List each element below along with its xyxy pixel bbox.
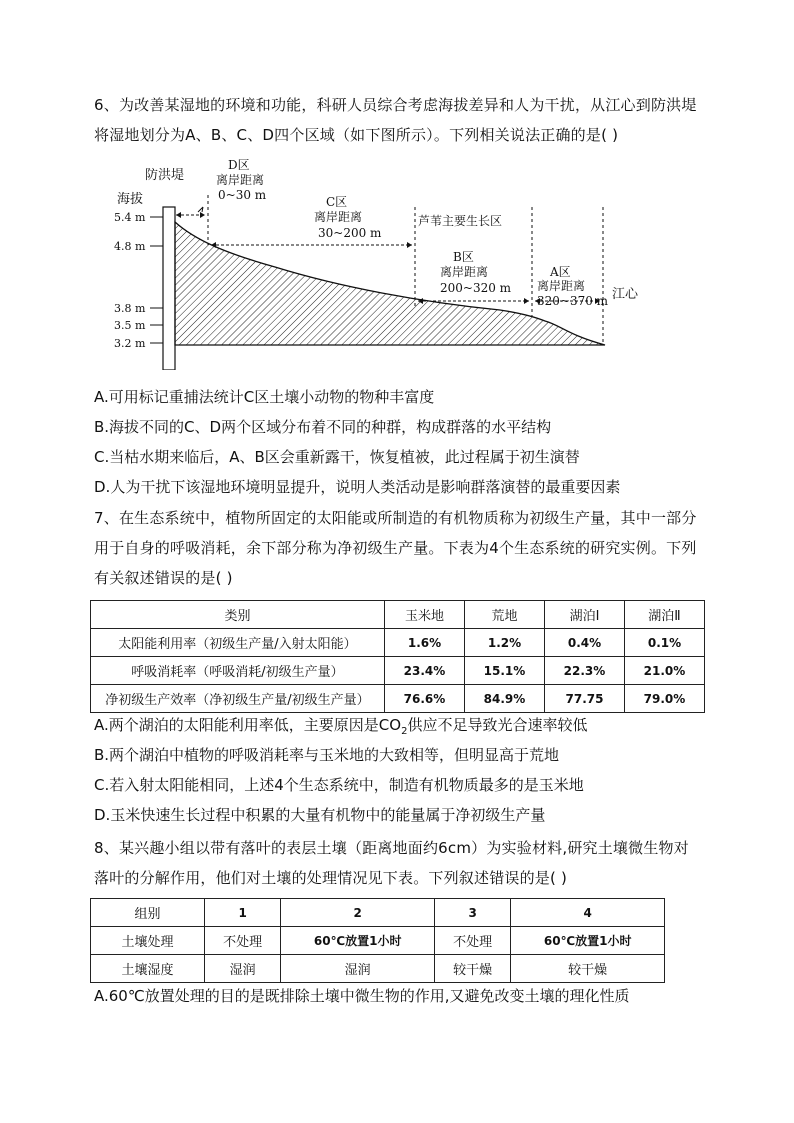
q6-option-d: D.人为干扰下该湿地环境明显提升，说明人类活动是影响群落演替的最重要因素 <box>94 478 621 496</box>
table-cell: 土壤湿度 <box>91 955 205 983</box>
zone-a-label <box>537 265 609 308</box>
table-cell: 不处理 <box>434 927 510 955</box>
svg-text:离岸距离: 离岸距离 <box>216 173 265 187</box>
table-cell: 22.3% <box>545 657 625 685</box>
table-header-row <box>91 601 705 629</box>
table-cell: 79.0% <box>625 685 705 713</box>
table-cell: 23.4% <box>385 657 465 685</box>
altitude-tick: 3.5 m <box>114 319 146 332</box>
altitude-tick: 4.8 m <box>114 240 146 253</box>
table-header-row <box>91 899 665 927</box>
table-cell: 1.2% <box>465 629 545 657</box>
table-cell: 土壤处理 <box>91 927 205 955</box>
altitude-tick: 3.2 m <box>114 337 146 350</box>
svg-text:C区: C区 <box>326 195 348 209</box>
table-cell: 60℃放置1小时 <box>281 927 435 955</box>
table-header-cell: 组别 <box>91 899 205 927</box>
table-header-cell: 3 <box>434 899 510 927</box>
zone-c-label <box>314 195 382 240</box>
q7-option-b: B.两个湖泊中植物的呼吸消耗率与玉米地的大致相等，但明显高于荒地 <box>94 746 560 764</box>
table-cell: 0.4% <box>545 629 625 657</box>
q6-option-c: C.当枯水期来临后，A、B区会重新露干，恢复植被，此过程属于初生演替 <box>94 448 580 466</box>
table-cell: 呼吸消耗率（呼吸消耗/初级生产量） <box>91 657 385 685</box>
table-cell: 湿润 <box>205 955 281 983</box>
table-cell: 15.1% <box>465 657 545 685</box>
table-cell: 净初级生产效率（净初级生产量/初级生产量） <box>91 685 385 713</box>
q7-table <box>90 600 705 713</box>
svg-text:离岸距离: 离岸距离 <box>537 279 586 293</box>
q8-option-a: A.60℃放置处理的目的是既排除土壤中微生物的作用,又避免改变土壤的理化性质 <box>94 987 630 1005</box>
table-cell: 21.0% <box>625 657 705 685</box>
svg-text:0~30 m: 0~30 m <box>218 188 267 202</box>
table-header-cell: 类别 <box>91 601 385 629</box>
table-cell: 太阳能利用率（初级生产量/入射太阳能） <box>91 629 385 657</box>
table-row <box>91 955 665 983</box>
q7-option-d: D.玉米快速生长过程中积累的大量有机物中的能量属于净初级生产量 <box>94 806 546 824</box>
table-cell: 60℃放置1小时 <box>511 927 665 955</box>
table-cell: 不处理 <box>205 927 281 955</box>
table-header-cell: 2 <box>281 899 435 927</box>
table-cell: 较干燥 <box>434 955 510 983</box>
svg-text:D区: D区 <box>228 158 250 172</box>
q7-option-c: C.若入射太阳能相同，上述4个生态系统中，制造有机物质最多的是玉米地 <box>94 776 584 794</box>
q6-wetland-figure <box>100 155 660 370</box>
table-cell: 湿润 <box>281 955 435 983</box>
svg-text:A区: A区 <box>550 265 571 279</box>
svg-text:30~200 m: 30~200 m <box>318 226 382 240</box>
altitude-label: 海拔 <box>117 192 144 207</box>
svg-text:离岸距离: 离岸距离 <box>314 210 363 224</box>
table-header-cell: 荒地 <box>465 601 545 629</box>
svg-text:200~320 m: 200~320 m <box>440 281 512 295</box>
q6-stem: 6、为改善某湿地的环境和功能，科研人员综合考虑海拔差异和人为干扰，从江心到防洪堤将湿地划分为A、B、C、D四个区域（如下图所示）。下列相关说法正确的是( ) <box>94 96 697 144</box>
table-cell: 77.75 <box>545 685 625 713</box>
table-header-cell: 湖泊Ⅱ <box>625 601 705 629</box>
table-cell: 84.9% <box>465 685 545 713</box>
q6-option-a: A.可用标记重捕法统计C区土壤小动物的物种丰富度 <box>94 388 435 406</box>
altitude-axis <box>114 211 163 350</box>
q7-option-a: A.两个湖泊的太阳能利用率低，主要原因是$CO_2$供应不足导致光合速率较低 <box>94 716 588 737</box>
table-row <box>91 629 705 657</box>
dike-post <box>163 207 175 370</box>
q8-stem: 8、某兴趣小组以带有落叶的表层土壤（距离地面约6cm）为实验材料,研究土壤微生物对落叶的分解作用，他们对土壤的处理情况见下表。下列叙述错误的是( ) <box>94 839 689 887</box>
table-cell: 0.1% <box>625 629 705 657</box>
q7-stem: 7、在生态系统中，植物所固定的太阳能或所制造的有机物质称为初级生产量，其中一部分用于自身的呼吸消耗，余下部分称为净初级生产量。下表为4个生态系统的研究实例。下列有关叙述错误的是( ) <box>94 509 697 587</box>
svg-text:B区: B区 <box>453 250 474 264</box>
altitude-tick: 5.4 m <box>114 211 146 224</box>
zone-d-label <box>216 158 267 202</box>
q6-option-b: B.海拔不同的C、D两个区域分布着不同的种群，构成群落的水平结构 <box>94 418 552 436</box>
zone-b-label <box>440 250 512 295</box>
svg-text:320~370 m: 320~370 m <box>537 294 609 308</box>
table-header-cell: 湖泊Ⅰ <box>545 601 625 629</box>
table-cell: 较干燥 <box>511 955 665 983</box>
table-row <box>91 685 705 713</box>
q8-table <box>90 898 665 983</box>
table-cell: 1.6% <box>385 629 465 657</box>
table-header-cell: 玉米地 <box>385 601 465 629</box>
table-cell: 76.6% <box>385 685 465 713</box>
table-row <box>91 657 705 685</box>
reed-zone-label: 芦苇主要生长区 <box>418 214 503 228</box>
altitude-tick: 3.8 m <box>114 302 146 315</box>
svg-text:离岸距离: 离岸距离 <box>440 265 489 279</box>
table-header-cell: 4 <box>511 899 665 927</box>
table-row <box>91 927 665 955</box>
table-header-cell: 1 <box>205 899 281 927</box>
dike-label: 防洪堤 <box>145 168 185 183</box>
river-center-label: 江心 <box>612 287 639 302</box>
